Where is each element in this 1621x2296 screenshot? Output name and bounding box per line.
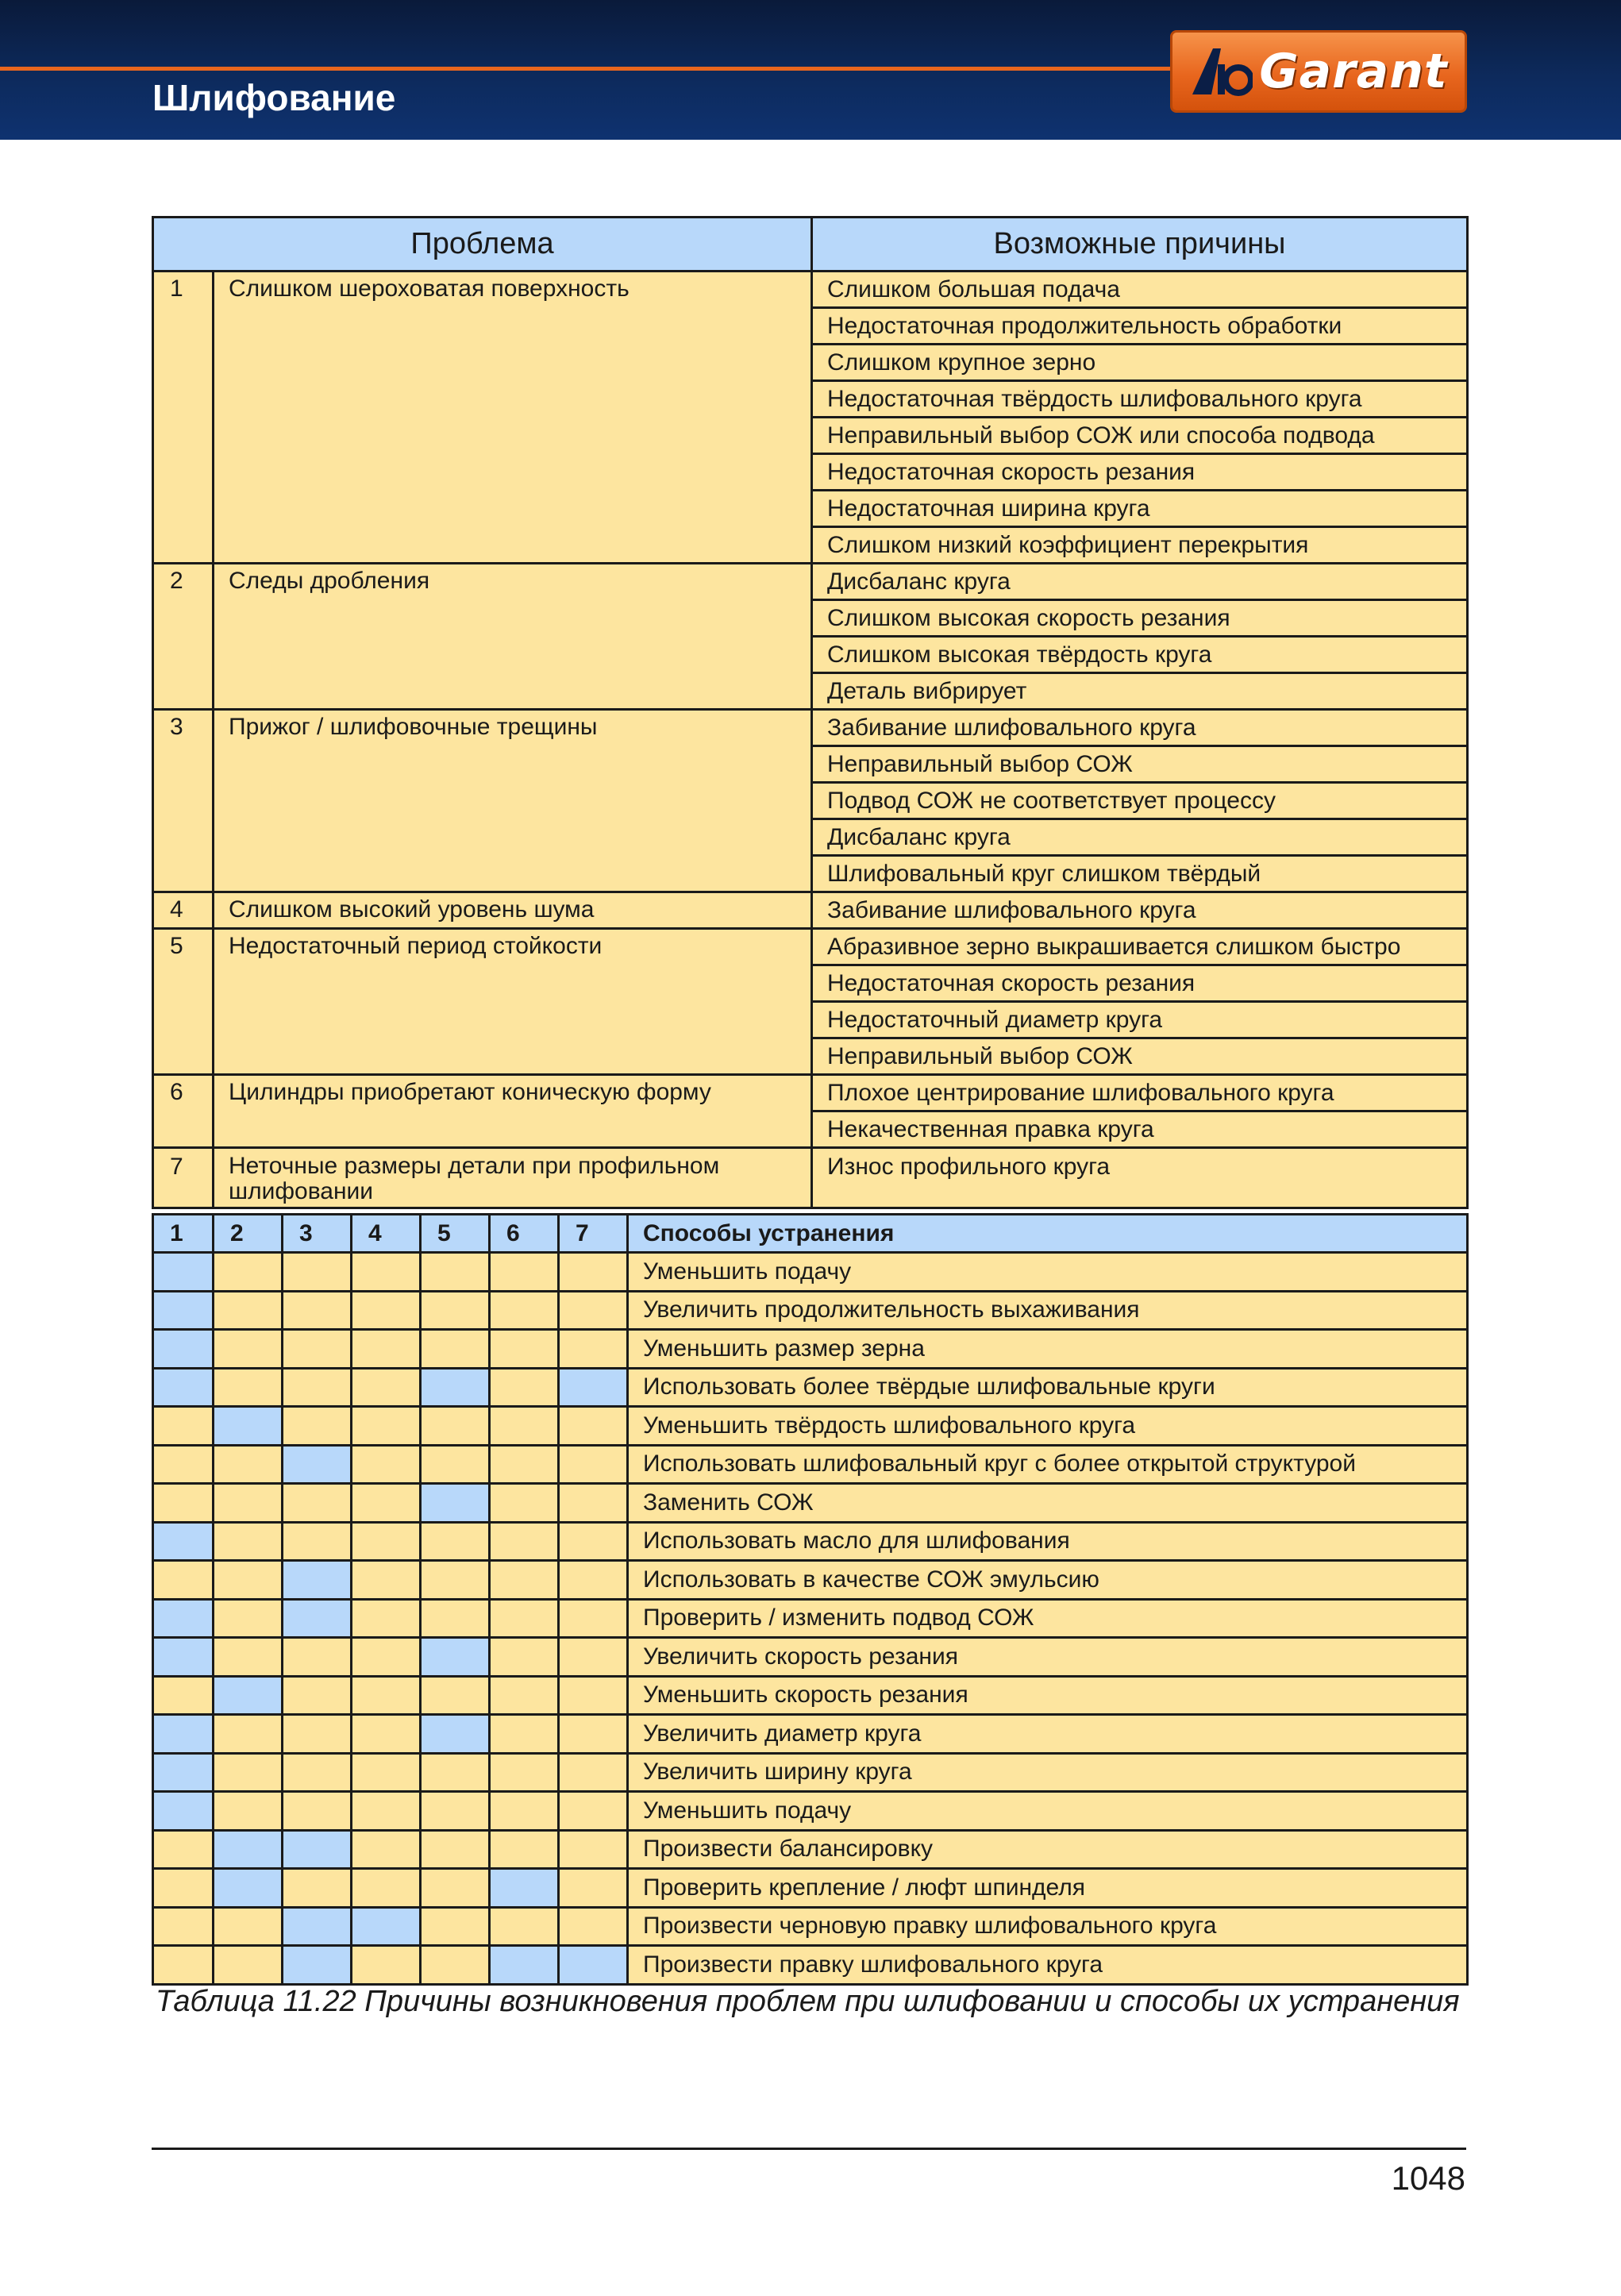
remedy-mark-cell (214, 1561, 283, 1600)
remedy-row (153, 1599, 1468, 1638)
remedy-mark-cell (283, 1676, 352, 1715)
remedy-mark-cell (153, 1484, 214, 1523)
remedy-mark-cell (214, 1946, 283, 1985)
remedy-row (153, 1368, 1468, 1407)
remedy-mark-cell-marked (153, 1638, 214, 1677)
remedy-row (153, 1484, 1468, 1523)
cause-text: Слишком высокая твёрдость круга (812, 637, 1468, 673)
remedy-mark-cell (283, 1753, 352, 1792)
remedy-mark-cell (153, 1445, 214, 1484)
remedy-text: Использовать в качестве СОЖ эмульсию (628, 1561, 1468, 1600)
cause-row (153, 892, 1468, 929)
remedy-mark-cell (352, 1484, 421, 1523)
header-accent-line (0, 67, 1171, 71)
problem-column-header: 5 (421, 1215, 490, 1253)
remedy-mark-cell-marked (283, 1599, 352, 1638)
remedy-mark-cell (490, 1907, 559, 1946)
remedy-text: Использовать более твёрдые шлифовальные круги (628, 1368, 1468, 1407)
remedy-row (153, 1330, 1468, 1369)
problem-text: Слишком шероховатая поверхность (214, 272, 812, 564)
remedy-mark-cell-marked (559, 1946, 628, 1985)
remedy-mark-cell (214, 1599, 283, 1638)
remedy-mark-cell (153, 1830, 214, 1869)
remedy-mark-cell (421, 1599, 490, 1638)
remedy-mark-cell (214, 1253, 283, 1292)
remedy-row (153, 1869, 1468, 1908)
remedy-mark-cell (421, 1907, 490, 1946)
remedy-mark-cell-marked (214, 1830, 283, 1869)
page-header (0, 0, 1621, 140)
cause-text: Дисбаланс круга (812, 819, 1468, 856)
remedies-header-row (153, 1215, 1468, 1253)
problem-text: Прижог / шлифовочные трещины (214, 710, 812, 892)
remedy-mark-cell (352, 1291, 421, 1330)
remedy-mark-cell (421, 1253, 490, 1292)
remedy-mark-cell-marked (214, 1869, 283, 1908)
remedy-mark-cell (490, 1599, 559, 1638)
remedy-mark-cell (490, 1638, 559, 1677)
remedy-mark-cell (214, 1445, 283, 1484)
remedy-row (153, 1907, 1468, 1946)
remedy-row (153, 1291, 1468, 1330)
remedy-mark-cell-marked (153, 1253, 214, 1292)
remedy-mark-cell (214, 1638, 283, 1677)
problem-text: Неточные размеры детали при профильном шлифовании (214, 1148, 812, 1208)
remedy-mark-cell (153, 1561, 214, 1600)
remedy-mark-cell (490, 1715, 559, 1754)
problem-number: 1 (153, 272, 214, 564)
remedy-row (153, 1792, 1468, 1831)
remedy-mark-cell (352, 1445, 421, 1484)
remedy-mark-cell (352, 1753, 421, 1792)
problem-number: 2 (153, 564, 214, 710)
cause-text: Слишком крупное зерно (812, 345, 1468, 381)
problem-column-header: 2 (214, 1215, 283, 1253)
remedy-mark-cell-marked (153, 1368, 214, 1407)
remedy-mark-cell-marked (352, 1907, 421, 1946)
remedy-text: Заменить СОЖ (628, 1484, 1468, 1523)
cause-text: Слишком низкий коэффициент перекрытия (812, 527, 1468, 564)
remedy-mark-cell-marked (421, 1715, 490, 1754)
problem-column-header: 4 (352, 1215, 421, 1253)
footer-divider (152, 2148, 1466, 2150)
cause-text: Недостаточная твёрдость шлифовального круга (812, 381, 1468, 418)
remedy-mark-cell (283, 1522, 352, 1561)
remedy-text: Произвести правку шлифовального круга (628, 1946, 1468, 1985)
remedy-mark-cell (490, 1561, 559, 1600)
remedy-mark-cell (421, 1445, 490, 1484)
remedy-mark-cell (421, 1407, 490, 1446)
remedy-mark-cell (559, 1445, 628, 1484)
cause-text: Шлифовальный круг слишком твёрдый (812, 856, 1468, 892)
remedy-mark-cell-marked (153, 1753, 214, 1792)
remedy-mark-cell (283, 1869, 352, 1908)
remedy-mark-cell (559, 1869, 628, 1908)
garant-logo (1170, 30, 1467, 113)
remedy-row (153, 1638, 1468, 1677)
remedy-text: Проверить крепление / люфт шпинделя (628, 1869, 1468, 1908)
problem-number: 6 (153, 1075, 214, 1148)
remedy-mark-cell (421, 1946, 490, 1985)
problem-text: Слишком высокий уровень шума (214, 892, 812, 929)
remedy-mark-cell (153, 1407, 214, 1446)
remedy-mark-cell (559, 1522, 628, 1561)
remedy-mark-cell (283, 1715, 352, 1754)
remedy-mark-cell (352, 1561, 421, 1600)
remedy-mark-cell (421, 1753, 490, 1792)
column-header-problem: Проблема (153, 218, 812, 272)
cause-row (153, 564, 1468, 600)
remedy-mark-cell (283, 1638, 352, 1677)
remedy-mark-cell (559, 1753, 628, 1792)
remedy-mark-cell (283, 1368, 352, 1407)
cause-text: Подвод СОЖ не соответствует процессу (812, 783, 1468, 819)
remedy-mark-cell (559, 1907, 628, 1946)
remedy-mark-cell-marked (490, 1946, 559, 1985)
garant-logo-text: Garant (1259, 44, 1448, 99)
remedy-mark-cell (421, 1869, 490, 1908)
remedy-mark-cell (283, 1330, 352, 1369)
remedy-text: Произвести черновую правку шлифовального круга (628, 1907, 1468, 1946)
remedy-mark-cell-marked (153, 1291, 214, 1330)
cause-row (153, 272, 1468, 308)
remedy-mark-cell (490, 1330, 559, 1369)
remedy-mark-cell (214, 1484, 283, 1523)
remedy-mark-cell (490, 1522, 559, 1561)
remedy-mark-cell (283, 1407, 352, 1446)
remedy-text: Использовать шлифовальный круг с более открытой структурой (628, 1445, 1468, 1484)
remedy-text: Уменьшить размер зерна (628, 1330, 1468, 1369)
remedy-mark-cell (153, 1869, 214, 1908)
remedy-mark-cell (559, 1291, 628, 1330)
cause-row (153, 1075, 1468, 1111)
cause-text: Недостаточный диаметр круга (812, 1002, 1468, 1038)
remedy-row (153, 1830, 1468, 1869)
problem-column-header: 7 (559, 1215, 628, 1253)
remedy-mark-cell (153, 1676, 214, 1715)
problem-number: 3 (153, 710, 214, 892)
cause-text: Неправильный выбор СОЖ или способа подвода (812, 418, 1468, 454)
remedy-text: Произвести балансировку (628, 1830, 1468, 1869)
remedy-text: Уменьшить твёрдость шлифовального круга (628, 1407, 1468, 1446)
cause-text: Неправильный выбор СОЖ (812, 746, 1468, 783)
remedy-mark-cell (421, 1330, 490, 1369)
remedy-mark-cell (283, 1253, 352, 1292)
cause-row (153, 1148, 1468, 1208)
remedy-row (153, 1676, 1468, 1715)
remedy-text: Использовать масло для шлифования (628, 1522, 1468, 1561)
remedy-mark-cell (559, 1599, 628, 1638)
remedy-mark-cell (490, 1253, 559, 1292)
column-header-causes: Возможные причины (812, 218, 1468, 272)
cause-text: Забивание шлифовального круга (812, 892, 1468, 929)
remedy-mark-cell (490, 1830, 559, 1869)
remedy-mark-cell (490, 1368, 559, 1407)
problem-column-header: 1 (153, 1215, 214, 1253)
remedy-mark-cell (352, 1715, 421, 1754)
remedy-row (153, 1561, 1468, 1600)
remedy-mark-cell (421, 1522, 490, 1561)
remedy-text: Уменьшить скорость резания (628, 1676, 1468, 1715)
remedy-mark-cell (559, 1330, 628, 1369)
remedy-mark-cell-marked (559, 1368, 628, 1407)
remedy-mark-cell-marked (283, 1946, 352, 1985)
remedy-mark-cell (490, 1445, 559, 1484)
remedy-mark-cell-marked (421, 1368, 490, 1407)
remedy-mark-cell (490, 1291, 559, 1330)
cause-text: Недостаточная ширина круга (812, 491, 1468, 527)
remedy-mark-cell-marked (283, 1561, 352, 1600)
cause-text: Забивание шлифовального круга (812, 710, 1468, 746)
remedy-mark-cell (490, 1792, 559, 1831)
remedy-mark-cell-marked (421, 1484, 490, 1523)
garant-logo-icon (1189, 44, 1253, 99)
remedy-mark-cell (421, 1561, 490, 1600)
remedy-mark-cell (559, 1830, 628, 1869)
cause-text: Слишком высокая скорость резания (812, 600, 1468, 637)
remedy-mark-cell (214, 1522, 283, 1561)
remedy-mark-cell (490, 1407, 559, 1446)
remedy-mark-cell (153, 1907, 214, 1946)
remedy-row (153, 1522, 1468, 1561)
remedy-mark-cell (559, 1638, 628, 1677)
remedy-mark-cell (214, 1330, 283, 1369)
remedy-mark-cell (352, 1638, 421, 1677)
remedy-mark-cell (352, 1830, 421, 1869)
cause-text: Некачественная правка круга (812, 1111, 1468, 1148)
remedy-mark-cell (352, 1330, 421, 1369)
remedy-row (153, 1946, 1468, 1985)
problem-text: Следы дробления (214, 564, 812, 710)
remedy-mark-cell (352, 1253, 421, 1292)
remedy-mark-cell (490, 1753, 559, 1792)
remedy-row (153, 1253, 1468, 1292)
cause-row (153, 710, 1468, 746)
remedy-mark-cell (352, 1946, 421, 1985)
remedy-mark-cell (352, 1368, 421, 1407)
cause-text: Деталь вибрирует (812, 673, 1468, 710)
remedy-mark-cell (283, 1484, 352, 1523)
remedy-mark-cell (490, 1484, 559, 1523)
remedy-mark-cell-marked (214, 1676, 283, 1715)
remedy-row (153, 1753, 1468, 1792)
problem-text: Цилиндры приобретают коническую форму (214, 1075, 812, 1148)
remedy-text: Увеличить скорость резания (628, 1638, 1468, 1677)
cause-text: Недостаточная продолжительность обработки (812, 308, 1468, 345)
remedy-mark-cell (559, 1484, 628, 1523)
remedy-mark-cell (421, 1792, 490, 1831)
remedy-mark-cell (153, 1946, 214, 1985)
remedy-mark-cell (352, 1869, 421, 1908)
cause-text: Недостаточная скорость резания (812, 965, 1468, 1002)
remedy-mark-cell-marked (153, 1599, 214, 1638)
remedy-mark-cell (559, 1253, 628, 1292)
cause-text: Плохое центрирование шлифовального круга (812, 1075, 1468, 1111)
remedy-mark-cell-marked (153, 1522, 214, 1561)
remedy-mark-cell (490, 1676, 559, 1715)
cause-text: Дисбаланс круга (812, 564, 1468, 600)
problem-number: 4 (153, 892, 214, 929)
remedy-text: Увеличить ширину круга (628, 1753, 1468, 1792)
remedy-mark-cell (352, 1599, 421, 1638)
page-number: 1048 (1391, 2159, 1465, 2197)
remedy-mark-cell (352, 1407, 421, 1446)
remedy-text: Увеличить продолжительность выхаживания (628, 1291, 1468, 1330)
remedy-mark-cell (214, 1291, 283, 1330)
cause-row (153, 929, 1468, 965)
problems-table (152, 216, 1469, 1209)
cause-text: Недостаточная скорость резания (812, 454, 1468, 491)
remedies-table (152, 1213, 1469, 1986)
remedy-mark-cell (214, 1715, 283, 1754)
remedy-mark-cell (559, 1407, 628, 1446)
remedy-mark-cell-marked (153, 1792, 214, 1831)
page-title: Шлифование (152, 77, 396, 118)
remedy-mark-cell (352, 1792, 421, 1831)
remedy-mark-cell (559, 1792, 628, 1831)
problem-text: Недостаточный период стойкости (214, 929, 812, 1075)
problem-number: 7 (153, 1148, 214, 1208)
remedy-mark-cell-marked (283, 1445, 352, 1484)
cause-text: Слишком большая подача (812, 272, 1468, 308)
remedy-text: Увеличить диаметр круга (628, 1715, 1468, 1754)
remedies-column-header: Способы устранения (628, 1215, 1468, 1253)
remedy-mark-cell-marked (490, 1869, 559, 1908)
remedy-mark-cell (214, 1753, 283, 1792)
remedy-mark-cell (214, 1792, 283, 1831)
remedy-mark-cell (283, 1291, 352, 1330)
remedy-mark-cell-marked (283, 1830, 352, 1869)
remedy-mark-cell (421, 1676, 490, 1715)
remedy-mark-cell (559, 1715, 628, 1754)
remedy-mark-cell (214, 1907, 283, 1946)
remedy-mark-cell-marked (153, 1330, 214, 1369)
remedy-mark-cell (352, 1676, 421, 1715)
remedy-row (153, 1445, 1468, 1484)
remedy-mark-cell (214, 1368, 283, 1407)
cause-text: Неправильный выбор СОЖ (812, 1038, 1468, 1075)
remedy-text: Уменьшить подачу (628, 1253, 1468, 1292)
problem-column-header: 6 (490, 1215, 559, 1253)
remedy-mark-cell (559, 1561, 628, 1600)
table-caption: Таблица 11.22 Причины возникновения проблем при шлифовании и способы их устранения (156, 1985, 1460, 2018)
remedy-mark-cell (283, 1792, 352, 1831)
remedy-row (153, 1715, 1468, 1754)
remedy-text: Уменьшить подачу (628, 1792, 1468, 1831)
problem-number: 5 (153, 929, 214, 1075)
remedy-mark-cell (421, 1291, 490, 1330)
problem-column-header: 3 (283, 1215, 352, 1253)
cause-text: Износ профильного круга (812, 1148, 1468, 1208)
remedy-mark-cell (559, 1676, 628, 1715)
remedy-mark-cell-marked (421, 1638, 490, 1677)
remedy-row (153, 1407, 1468, 1446)
remedy-mark-cell (352, 1522, 421, 1561)
remedy-mark-cell (421, 1830, 490, 1869)
remedy-text: Проверить / изменить подвод СОЖ (628, 1599, 1468, 1638)
remedy-mark-cell-marked (214, 1407, 283, 1446)
remedy-mark-cell-marked (153, 1715, 214, 1754)
cause-text: Абразивное зерно выкрашивается слишком быстро (812, 929, 1468, 965)
remedy-mark-cell-marked (283, 1907, 352, 1946)
